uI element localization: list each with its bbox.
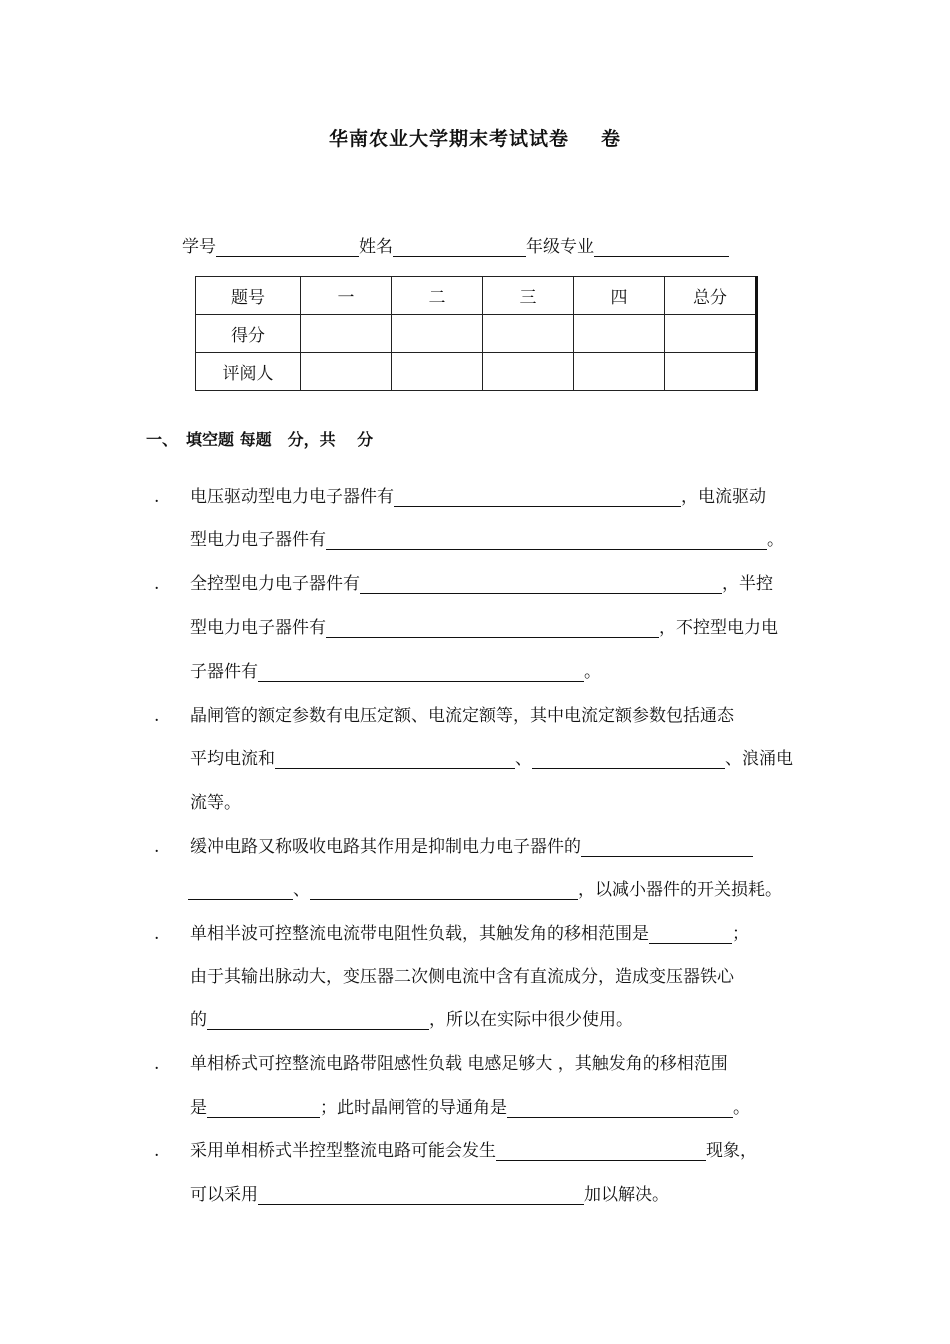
row-label: 得分 [196, 315, 301, 353]
q4-text-a: 缓冲电路又称吸收电路其作用是抑制电力电子器件的 [190, 837, 581, 857]
header-cell: 总分 [665, 277, 757, 315]
student-info-line [182, 232, 729, 257]
q4-line1 [190, 831, 753, 857]
reviewer-cell[interactable] [392, 353, 483, 391]
q6-blank-1[interactable] [207, 1097, 320, 1118]
q2-line1 [190, 568, 773, 594]
grade-major-field[interactable] [594, 236, 729, 257]
q1-blank-1[interactable] [394, 486, 681, 507]
exam-title [0, 124, 950, 151]
header-cell: 三 [483, 277, 574, 315]
student-id-field[interactable] [216, 236, 359, 257]
q2-blank-2[interactable] [326, 617, 659, 638]
q5-line2 [190, 961, 734, 987]
section-heading: 一、 填空题 每题 分，共 分 [146, 430, 374, 449]
q6-text-d: 。 [733, 1098, 750, 1118]
question-bullet: . [154, 574, 160, 594]
question-bullet: . [154, 837, 160, 857]
reviewer-cell[interactable] [301, 353, 392, 391]
q1-line2 [190, 524, 784, 550]
q5-text-b: ； [732, 924, 749, 944]
q2-text-f: 。 [584, 662, 601, 682]
q5-text-a: 单相半波可控整流电流带电阻性负载，其触发角的移相范围是 [190, 924, 649, 944]
q7-blank-2[interactable] [258, 1184, 584, 1205]
q7-text-a: 采用单相桥式半控型整流电路可能会发生 [190, 1141, 496, 1161]
q4-blank-2[interactable] [188, 879, 293, 900]
q1-line1 [190, 481, 766, 507]
question-bullet: . [154, 706, 160, 726]
q7-text-d: 加以解决。 [584, 1185, 669, 1205]
reviewer-cell[interactable] [574, 353, 665, 391]
q5-text-e: ，所以在实际中很少使用。 [429, 1010, 633, 1030]
q2-text-a: 全控型电力电子器件有 [190, 574, 360, 594]
q5-text-d: 的 [190, 1010, 207, 1030]
q4-text-b: 、 [293, 880, 310, 900]
header-cell: 四 [574, 277, 665, 315]
student-id-label: 学号 [182, 237, 216, 257]
q3-text-d: 、浪涌电 [725, 749, 793, 769]
q7-line1 [190, 1135, 757, 1161]
name-label: 姓名 [359, 237, 393, 257]
q5-blank-2[interactable] [207, 1009, 429, 1030]
q1-blank-2[interactable] [326, 529, 767, 550]
q1-text-c: 型电力电子器件有 [190, 530, 326, 550]
q3-blank-1[interactable] [275, 748, 515, 769]
q3-text-e: 流等。 [190, 793, 241, 813]
q6-text-c: ；此时晶闸管的导通角是 [320, 1098, 507, 1118]
header-cell: 题号 [196, 277, 301, 315]
reviewer-row [196, 353, 757, 391]
q4-line2 [188, 874, 782, 900]
q2-text-d: ，不控型电力电 [659, 618, 778, 638]
q2-text-e: 子器件有 [190, 662, 258, 682]
score-table [195, 276, 758, 391]
q6-blank-2[interactable] [507, 1097, 733, 1118]
q4-blank-1[interactable] [581, 836, 753, 857]
q1-text-b: ，电流驱动 [681, 487, 766, 507]
name-field[interactable] [393, 236, 526, 257]
q7-text-b: 现象， [706, 1141, 757, 1161]
score-cell[interactable] [574, 315, 665, 353]
q5-line3 [190, 1004, 633, 1030]
reviewer-cell[interactable] [665, 353, 757, 391]
q7-text-c: 可以采用 [190, 1185, 258, 1205]
q3-line2 [190, 743, 793, 769]
q3-line1 [190, 700, 734, 726]
q6-line1 [190, 1048, 728, 1074]
question-bullet: . [154, 924, 160, 944]
row-label: 评阅人 [196, 353, 301, 391]
score-table-header-row [196, 277, 757, 315]
title-suffix: 卷 [601, 128, 622, 150]
header-cell: 二 [392, 277, 483, 315]
q3-text-a: 晶闸管的额定参数有电压定额、电流定额等，其中电流定额参数包括通态 [190, 706, 734, 726]
q3-blank-2[interactable] [532, 748, 725, 769]
q2-line2 [190, 612, 778, 638]
q6-line2 [190, 1092, 750, 1118]
question-bullet: . [154, 1141, 160, 1161]
score-cell[interactable] [301, 315, 392, 353]
grade-major-label: 年级专业 [526, 237, 594, 257]
question-bullet: . [154, 487, 160, 507]
reviewer-cell[interactable] [483, 353, 574, 391]
q2-text-c: 型电力电子器件有 [190, 618, 326, 638]
question-bullet: . [154, 1054, 160, 1074]
score-cell[interactable] [665, 315, 757, 353]
q3-text-b: 平均电流和 [190, 749, 275, 769]
q2-blank-3[interactable] [258, 661, 584, 682]
q1-text-a: 电压驱动型电力电子器件有 [190, 487, 394, 507]
q5-line1 [190, 918, 749, 944]
q3-line3 [190, 787, 241, 813]
q7-line2 [190, 1179, 669, 1205]
q6-text-a: 单相桥式可控整流电路带阻感性负载 电感足够大 ，其触发角的移相范围 [190, 1054, 728, 1074]
q1-text-d: 。 [767, 530, 784, 550]
q4-text-c: ，以减小器件的开关损耗。 [578, 880, 782, 900]
title-text: 华南农业大学期末考试试卷 [328, 128, 569, 150]
q6-text-b: 是 [190, 1098, 207, 1118]
q5-blank-1[interactable] [649, 923, 732, 944]
q5-text-c: 由于其输出脉动大，变压器二次侧电流中含有直流成分，造成变压器铁心 [190, 967, 734, 987]
q7-blank-1[interactable] [496, 1140, 706, 1161]
q2-text-b: ，半控 [722, 574, 773, 594]
header-cell: 一 [301, 277, 392, 315]
q3-text-c: 、 [515, 749, 532, 769]
score-cell[interactable] [483, 315, 574, 353]
q2-blank-1[interactable] [360, 573, 722, 594]
q4-blank-3[interactable] [310, 879, 578, 900]
score-cell[interactable] [392, 315, 483, 353]
score-row [196, 315, 757, 353]
q2-line3 [190, 656, 601, 682]
